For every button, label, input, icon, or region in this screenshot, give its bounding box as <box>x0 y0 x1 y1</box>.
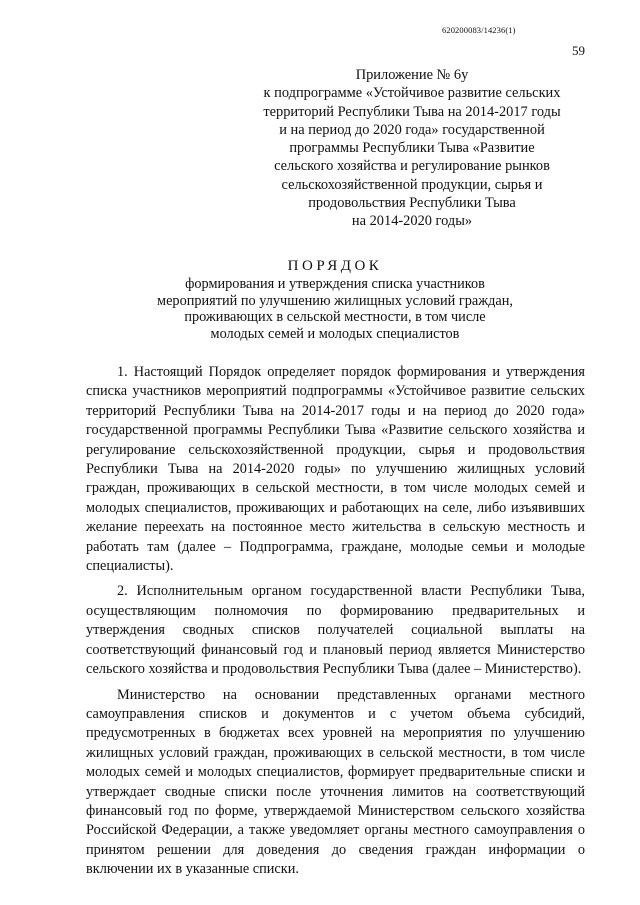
paragraph-2: 2. Исполнительным органом государственной власти Республики Тыва, осуществляющим полномочия по формированию предварительных и утверждения сводных списков получателей социальной выплаты на соответствующий финансовый год и плановый период является Министерство сельского хозяйства и продовольствия Республики Тыва (далее – Министерство). <box>86 583 585 678</box>
appendix-line: продовольствия Республики Тыва <box>308 195 516 212</box>
document-id: 620200083/14236(1) <box>442 25 516 35</box>
page-number: 59 <box>572 43 585 58</box>
appendix-line: и на период до 2020 года» государственной <box>279 121 545 138</box>
document-heading <box>132 256 538 342</box>
heading-subtitle-line: мероприятий по улучшению жилищных условий граждан, <box>157 292 513 309</box>
appendix-line: территорий Республики Тыва на 2014-2017 годы <box>263 103 561 120</box>
heading-subtitle-line: формирования и утверждения списка участников <box>185 276 485 292</box>
appendix-line: на 2014-2020 годы» <box>351 213 473 230</box>
heading-title: ПОРЯДОК <box>287 258 383 274</box>
heading-subtitle-line: молодых семей и молодых специалистов <box>210 325 460 342</box>
appendix-line: сельскохозяйственной продукции, сырья и <box>281 176 543 193</box>
appendix-line: программы Республики Тыва «Развитие <box>289 140 535 157</box>
heading-subtitle-line: проживающих в сельской местности, в том числе <box>184 309 486 326</box>
appendix-block <box>262 66 562 231</box>
appendix-title: Приложение № 6у <box>355 67 469 83</box>
paragraph-3: Министерство на основании представленных органами местного самоуправления списков и документов и с учетом объема субсидий, предусмотренных в бюджетах всех уровней на мероприятия по улучшению жилищных условий граждан, проживающих в сельской местности, в том числе молодых семей и молодых специалистов, формирует предварительные списки и утверждает сводные списки после уточнения лимитов на соответствующий финансовый год по форме, утверждаемой Министерством сельского хозяйства Российской Федерации, а также уведомляет органы местного самоуправления о принятом решении для доведения до сведения граждан информации о включении их в указанные списки. <box>86 686 585 878</box>
document-body <box>86 363 585 880</box>
paragraph-1: 1. Настоящий Порядок определяет порядок формирования и утверждения списка участников мероприятий подпрограммы «Устойчивое развитие сельских территорий Республики Тыва на 2014-2017 годы и на период до 2020 года» государственной программы Республики Тыва «Развитие сельского хозяйства и регулирование сельскохозяйственной продукции, сырья и продовольствия Республики Тыва на 2014-2020 годы» по улучшению жилищных условий граждан, проживающих в сельской местности, в том числе молодых семей и молодых специалистов, проживающих и работающих на селе, либо изъявивших желание переехать на постоянное место жительства в сельскую местность и работать там (далее – Подпрограмма, граждане, молодые семьи и молодые специалисты). <box>86 364 585 575</box>
appendix-line: к подпрограмме «Устойчивое развитие сельских <box>263 85 561 102</box>
appendix-line: сельского хозяйства и регулирование рынков <box>274 158 550 175</box>
